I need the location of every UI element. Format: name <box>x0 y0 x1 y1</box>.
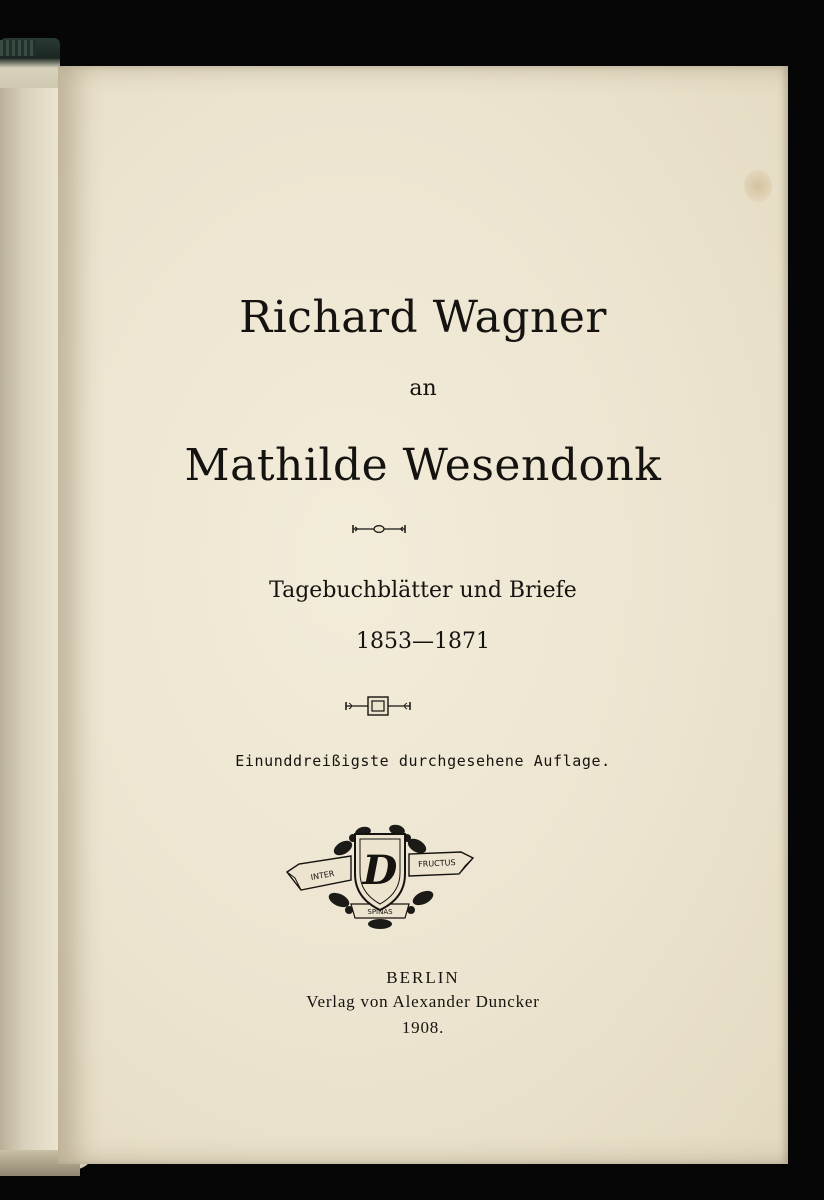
square-ornament-icon <box>344 694 412 718</box>
author-name: Richard Wagner <box>239 292 607 343</box>
rule-ornament-icon <box>351 521 407 537</box>
publisher-emblem-icon <box>285 818 475 930</box>
svg-text:D: D <box>362 847 398 894</box>
foxing-stain <box>744 170 772 202</box>
imprint-city: BERLIN <box>386 968 460 987</box>
imprint-publisher: Verlag von Alexander Duncker <box>306 992 540 1011</box>
connector-word: an <box>409 376 437 401</box>
svg-text:FRUCTUS: FRUCTUS <box>417 858 456 869</box>
years-range: 1853—1871 <box>356 629 490 654</box>
svg-text:SPINAS: SPINAS <box>367 908 393 916</box>
edition-note: Einunddreißigste durchgesehene Auflage. <box>235 752 611 770</box>
title-page <box>58 66 788 1164</box>
recipient-name: Mathilde Wesendonk <box>184 440 662 491</box>
subtitle: Tagebuchblätter und Briefe <box>269 578 577 603</box>
imprint-year: 1908. <box>401 1018 445 1037</box>
svg-text:INTER: INTER <box>310 869 336 883</box>
spine-cloth <box>0 40 36 56</box>
